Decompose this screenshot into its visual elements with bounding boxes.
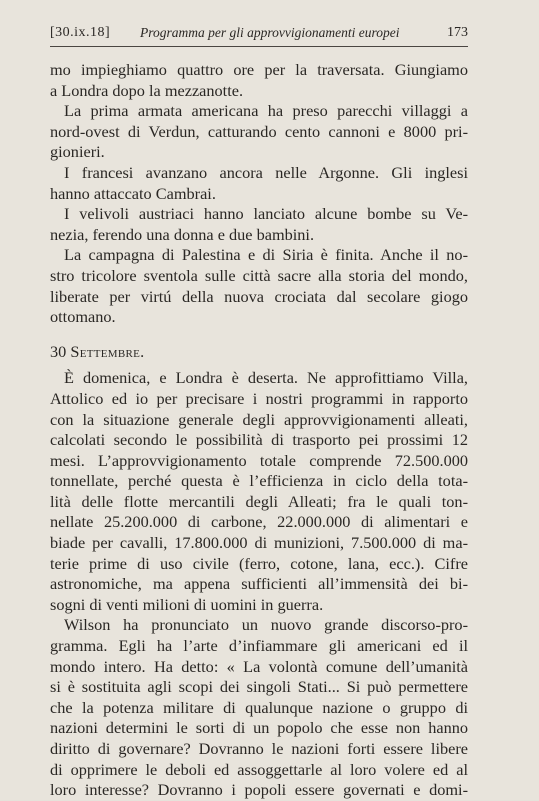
text-line: nord-ovest di Verdun, catturando cento cannoni e 8000 pri- <box>50 121 468 141</box>
text-line: lità delle flotte mercantili degli Alleati; fra le quali ton- <box>50 491 468 511</box>
text-line: La campagna di Palestina e di Siria è finita. Anche il no- <box>64 245 468 265</box>
text-line: nellate 25.200.000 di carbone, 22.000.000 di alimentari e <box>50 512 468 532</box>
text-line: mo impieghiamo quattro ore per la traversata. Giungiamo <box>50 60 468 79</box>
entry-day: 30 <box>50 341 67 361</box>
text-line: con la situazione generale degli approvvigionamenti alleati, <box>50 409 468 429</box>
paragraph <box>50 101 468 163</box>
text-line: sogni di venti milioni di uomini in guerra. <box>50 594 324 614</box>
text-line: ottomano. <box>50 307 116 327</box>
text-line: mesi. L’approvvigionamento totale comprende 72.500.000 <box>50 450 468 470</box>
paragraph <box>50 60 468 101</box>
text-line: astronomiche, ma appena sufficienti all’immensità dei bi- <box>50 574 468 594</box>
entry-date <box>50 342 468 363</box>
paragraph <box>50 615 468 800</box>
running-head-title: Programma per gli approvvigionamenti europei <box>140 25 400 40</box>
text-line: che la potenza militare di qualunque nazione o gruppo di <box>50 697 468 717</box>
text-line: calcolati secondo le possibilità di trasporto pei prossimi 12 <box>50 430 468 450</box>
text-line: tonnellate, perché questa è l’efficienza in ciclo della tota- <box>50 471 468 491</box>
text-line: terie prime di uso civile (ferro, cotone, lana, ecc.). Cifre <box>50 553 468 573</box>
running-head-date: [30.ix.18] <box>50 25 111 40</box>
text-line: Wilson ha pronunciato un nuovo grande discorso-pro- <box>64 615 468 635</box>
text-line: loro interesse? Dovranno i popoli essere governati e domi- <box>50 780 468 800</box>
text-line: hanno attaccato Cambrai. <box>50 183 216 203</box>
text-line: a Londra dopo la mezzanotte. <box>50 80 244 100</box>
text-line: I francesi avanzano ancora nelle Argonne. Gli inglesi <box>64 162 468 182</box>
text-line: mondo intero. Ha detto: « La volontà comune dell’umanità <box>50 656 468 676</box>
text-line: I velivoli austriaci hanno lanciato alcune bombe su Ve- <box>64 204 468 224</box>
text-line: biade per cavalli, 17.800.000 di munizioni, 7.500.000 di ma- <box>50 533 468 553</box>
text-line: gramma. Egli ha l’arte d’infiammare gli americani ed il <box>50 636 468 656</box>
paragraph <box>50 245 468 327</box>
text-line: La prima armata americana ha preso parecchi villaggi a <box>64 101 468 121</box>
text-line: gionieri. <box>50 142 105 162</box>
text-line: nazioni determini le sorti di un popolo che esse non hanno <box>50 718 468 738</box>
text-line: È domenica, e Londra è deserta. Ne approfittiamo Villa, <box>64 368 468 388</box>
paragraph <box>50 204 468 245</box>
entry-heading <box>50 342 468 363</box>
text-line: si è sostituita agli scopi dei singoli Stati... Si può permettere <box>50 677 468 697</box>
text-line: nezia, ferendo una donna e due bambini. <box>50 224 315 244</box>
paragraph <box>50 163 468 204</box>
text-line: Attolico ed io per precisare i nostri programmi in rapporto <box>50 388 468 408</box>
text-line: liberate per virtú della nuova crociata dal secolare giogo <box>50 286 468 306</box>
section-gap <box>50 328 468 342</box>
body-text <box>50 60 468 801</box>
paragraph <box>50 368 468 615</box>
running-head <box>50 20 468 47</box>
text-line: diritto di governare? Dovranno le nazioni forti essere libere <box>50 739 468 758</box>
page-number: 173 <box>447 25 468 40</box>
text-line: di opprimere le deboli ed assoggettarle al loro volere ed al <box>50 759 468 779</box>
text-line: stro tricolore sventola sulle città sacre alla storia del mondo, <box>50 265 468 285</box>
entry-month: Settembre. <box>70 341 145 361</box>
